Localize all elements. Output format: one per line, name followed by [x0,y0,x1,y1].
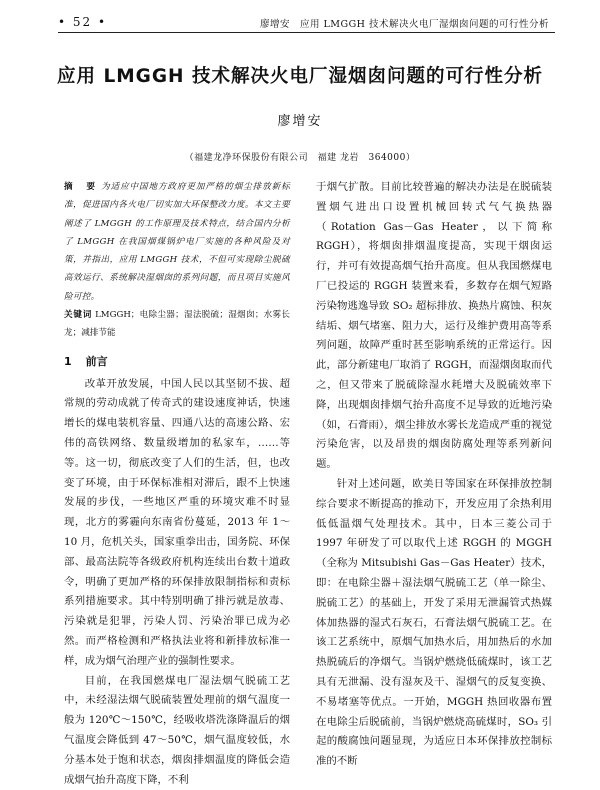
body-paragraph: 目前，在我国燃煤电厂湿法烟气脱硫工艺中，未经湿法烟气脱硫装置处理前的烟气温度一般为 120℃～150℃，经吸收塔洗涤降温后的烟气温度会降低到 47～50℃，烟气温度较低，水分基本处于饱和状态，烟囱排烟温度的降低会造成烟气抬升高度下降，不利 [64,674,290,786]
keywords-text: LMGGH；电除尘器；湿法脱硫；湿烟囱；水雾长龙；减排节能 [64,310,290,339]
section-title: 前言 [85,354,108,368]
article-title: 应用 LMGGH 技术解决火电厂湿烟囱问题的可行性分析 [57,66,543,87]
section-heading [64,353,290,371]
body-paragraph: 针对上述问题，欧美日等国家在环保排放控制综合要求不断提高的推动下，开发应用了余热利用低低温烟气处理技术。其中，日本三菱公司于 1997 年研发了可以取代上述 RGGH 的 MGGH（全称为 Mitsubishi Gas－Gas Heater）技术，即：在电除尘器＋湿法烟气脱硫工艺（单一除尘、脱硫工艺）的基础上，开发了采用无泄漏管式热媒体加热器的湿式石灰石，石膏法烟气脱硫工艺。在该工艺系统中，原烟气加热水后，用加热后的水加热脱硫后的净烟气。当锅炉燃烧低硫煤时，该工艺具有无泄漏、没有湿灰及干、湿烟气的反复变换、不易堵塞等优点。一开始，MGGH 热回收器布置在电除尘后脱硫前，当锅炉燃烧高硫煤时，SO₃ 引起的酸腐蚀问题显现，为适应日本环保排放控制标准的不断 [316,477,552,768]
abstract-label: 摘 要 [64,182,98,192]
page-number: • 52 • [58,15,108,29]
affiliation: （福建龙净环保股份有限公司 福建 龙岩 364000） [184,153,416,163]
left-column [64,178,290,790]
section-number: 1 [64,354,72,368]
body-paragraph: 于烟气扩散。目前比较普遍的解决办法是在脱硫装置烟气进出口设置机械回转式气气换热器（Rotation Gas－Gas Heater，以下简称 RGGH），将烟囱排烟温度提高，实现干烟囱运行，并可有效提高烟气抬升高度。但从我国燃煤电厂已投运的 RGGH 装置来看，多数存在烟气短路污染物逃逸导致 SO₂ 超标排放、换热片腐蚀、积灰结垢、烟气堵塞、阻力大，运行及维护费用高等系列问题，故障严重时甚至影响系统的正常运行。因此，部分新建电厂取消了 RGGH，而湿烟囱取而代之，但又带来了脱硫除湿水耗增大及脱硫效率下降，出现烟囱排烟气抬升高度不足导致的近地污染（如，石膏雨），烟尘排放水雾长龙造成严重的视觉污染危害，以及昂贵的烟囱防腐处理等系列新问题。 [316,181,552,471]
running-header [58,14,555,33]
keywords [64,306,290,343]
body-paragraph: 改革开放发展，中国人民以其坚韧不拔、超常规的劳动成就了传奇式的建设速度神话，快速增长的煤电装机容量、四通八达的高速公路、宏伟的高铁网络、数量级增加的私家车，……等等。这一切，彻底改变了人们的生活，但，也改变了环境，由于环保标准相对滞后，跟不上快速发展的步伐，一些地区严重的环境灾难不时显现，北方的雾霾向东南省份蔓延，2013 年 1～10 月，危机关头，国家重拳出击，国务院、环保部、最高法院等各级政府机构连续出台数十道政令，明确了更加严格的环保排放限制指标和责标系列措施要求。其中特别明确了排污就是放毒、污染就是犯罪，污染人罚、污染治罪已成为必然。而严格检测和严格执法业将和新排放标准一样，成为烟气治理产业的强制性要求。 [64,377,290,667]
right-column [316,178,552,772]
abstract [64,178,290,306]
keywords-label: 关键词 [64,310,93,321]
abstract-text: 为适应中国地方政府更加严格的烟尘排放新标准，促进国内各火电厂切实加大环保整改力度。本文主要阐述了 LMGGH 的工作原理及技术特点，结合国内分析了 LMGGH 在我国烟煤锅炉电厂实施的各种风险及对策，并指出，应用 LMGGH 技术，不但可实现除尘脱硫高效运行、系统解决湿烟囱的系列问题，而且项目实施风险可控。 [64,182,290,302]
running-title: 廖增安 应用 LMGGH 技术解决火电厂湿烟囱问题的可行性分析 [259,19,549,30]
author: 廖增安 [277,114,323,129]
